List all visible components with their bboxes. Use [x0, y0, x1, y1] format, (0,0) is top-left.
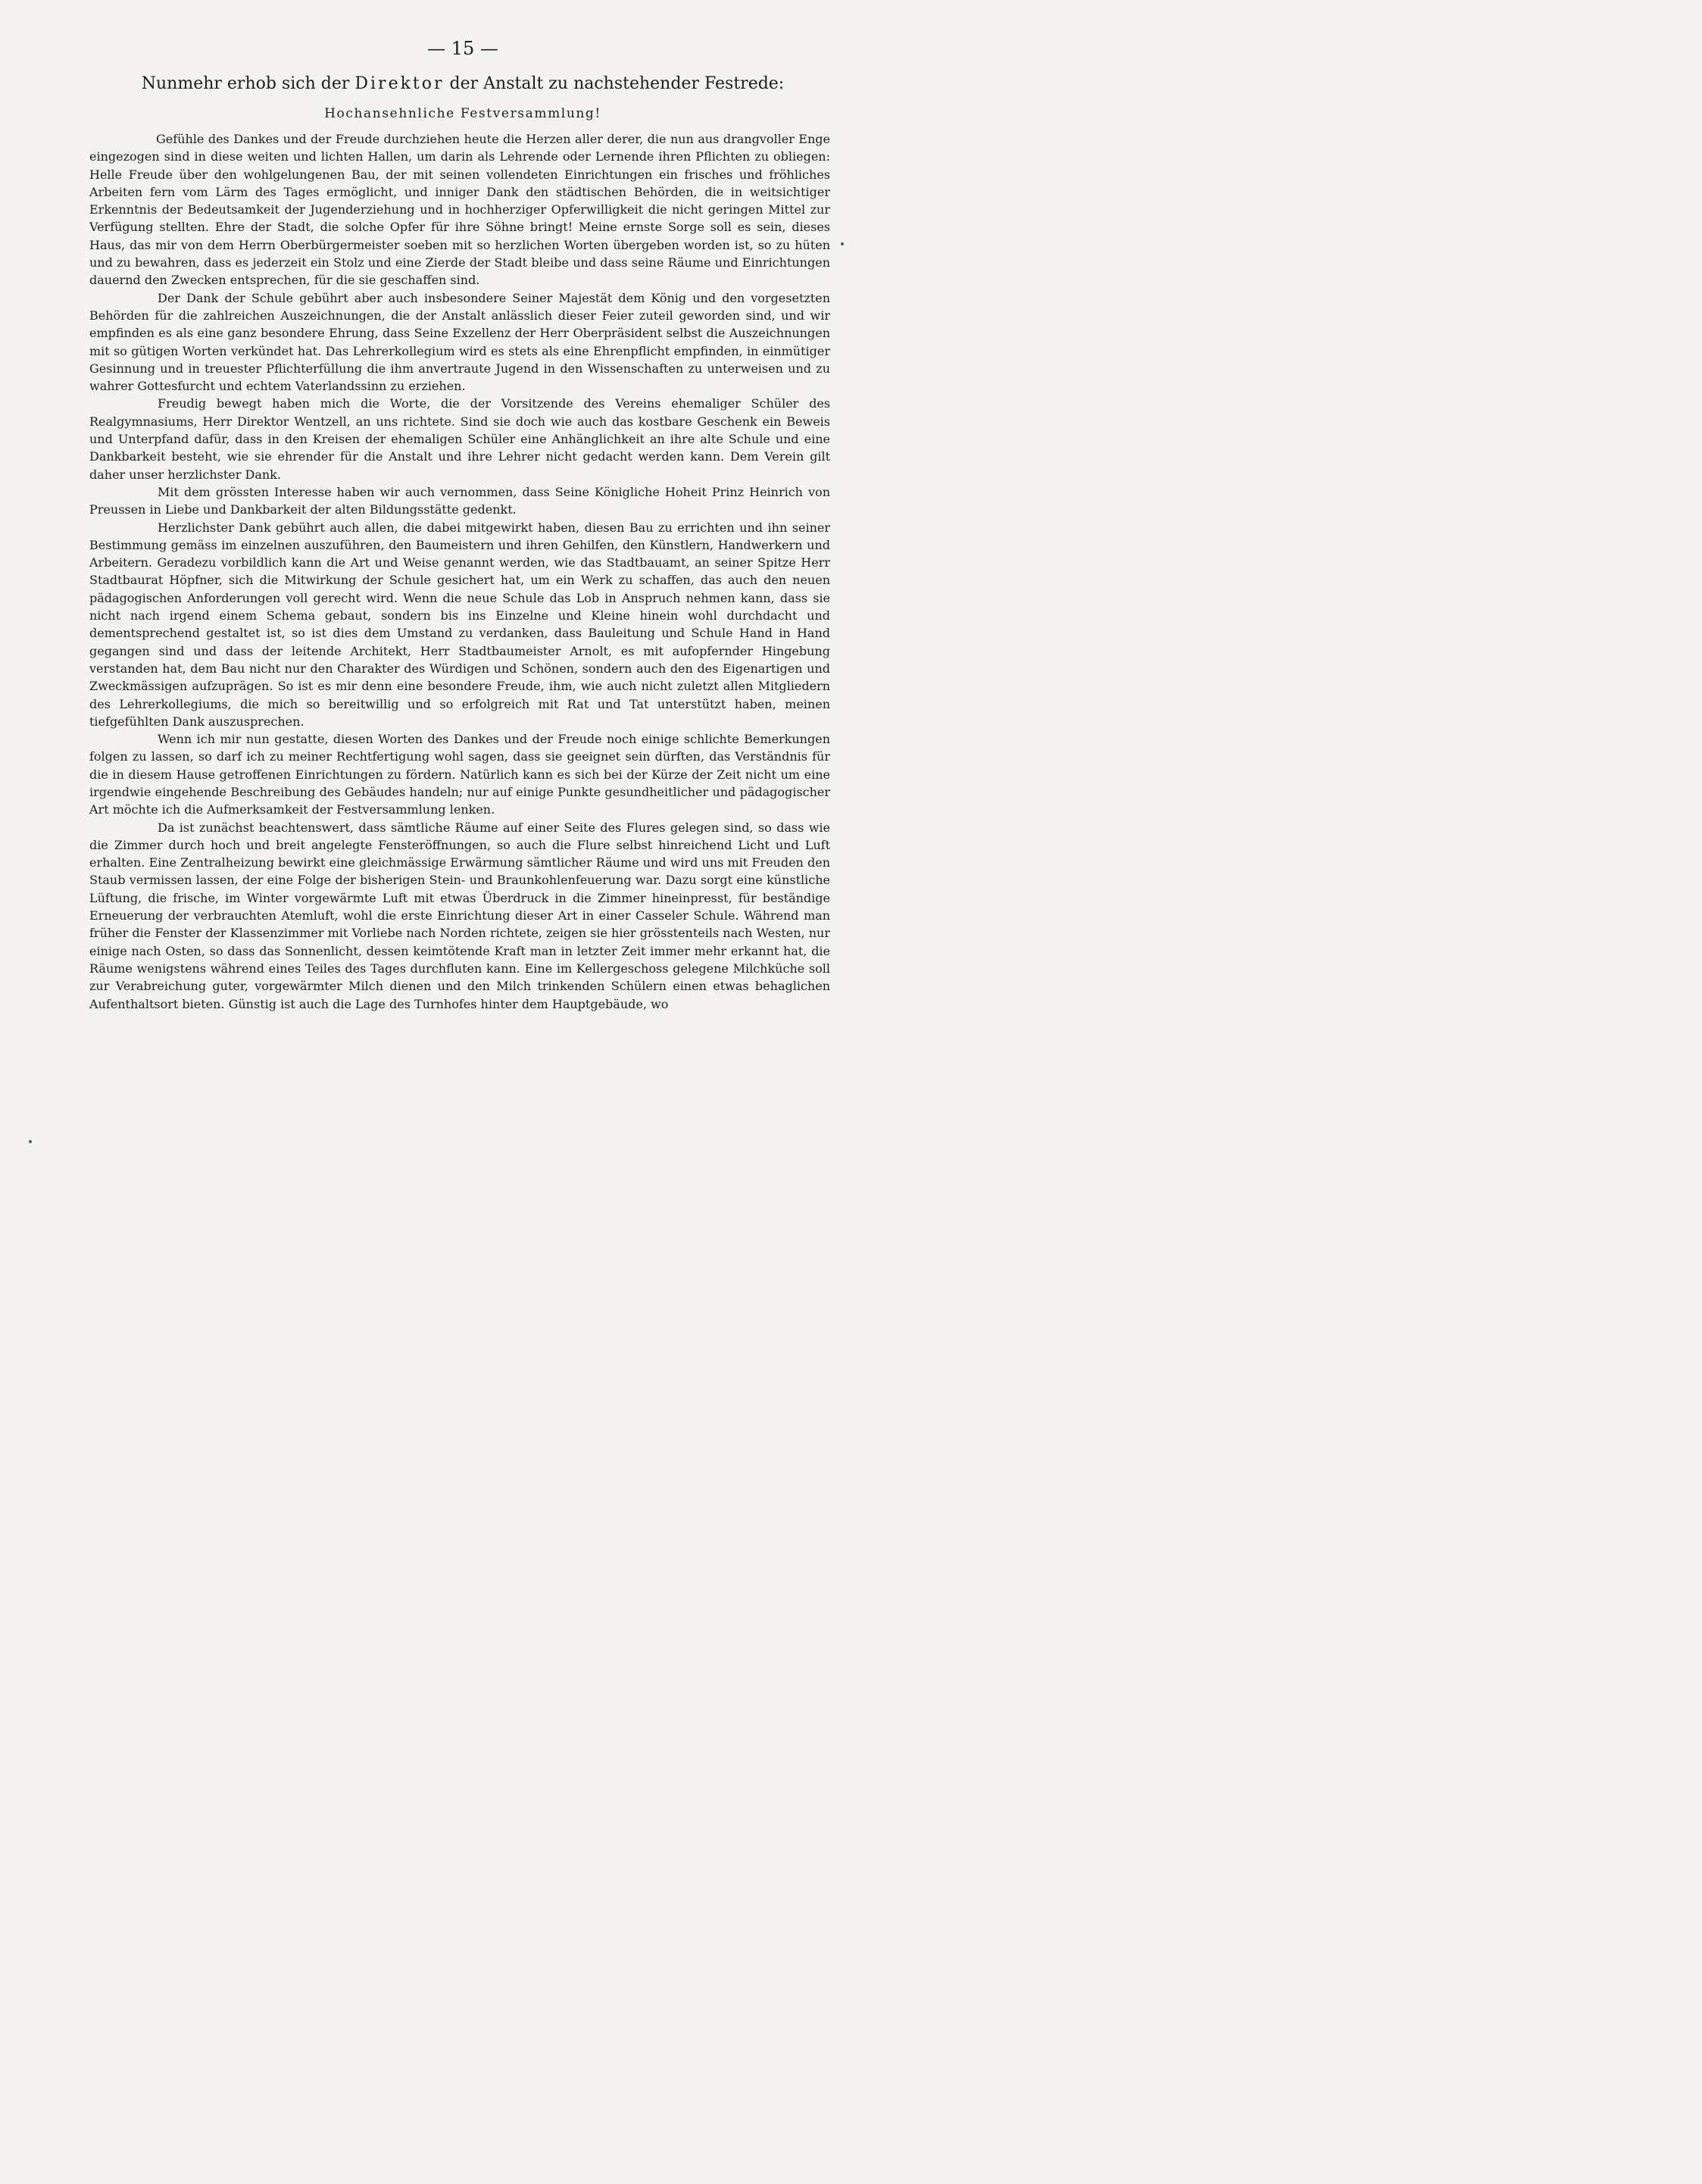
paragraph-7: Da ist zunächst beachtenswert, dass sämtliche Räume auf einer Seite des Flures gelegen sind, so dass wie die Zimmer durch hoch und breit angelegte Fensteröffnungen, so auch die Flure selbst hinreichend Licht und Luft erhalten. Eine Zentralheizung bewirkt eine gleichmässige Erwärmung sämtlicher Räume und wird uns mit Freuden den Staub vermissen lassen, der eine Folge der bisherigen Stein- und Braunkohlenfeuerung war. Dazu sorgt eine künstliche Lüftung, die frische, im Winter vorgewärmte Luft mit etwas Überdruck in die Zimmer hineinpresst, für beständige Erneuerung der verbrauchten Atemluft, wohl die erste Einrichtung dieser Art in einer Casseler Schule. Während man früher die Fenster der Klassenzimmer mit Vorliebe nach Norden richtete, zeigen sie hier grösstenteils nach Westen, nur einige nach Osten, so dass das Sonnenlicht, dessen keimtötende Kraft man in letzter Zeit immer mehr erkannt hat, die Räume wenigstens während eines Teiles des Tages durchfluten kann. Eine im Kellergeschoss gelegene Milchküche soll zur Verabreichung guter, vorgewärmter Milch dienen und den Milch trinkenden Schülern einen etwas behaglichen Aufenthaltsort bieten. Günstig ist auch die Lage des Turnhofes hinter dem Hauptgebäude, wo — [89, 820, 830, 1011]
paragraph-3: Freudig bewegt haben mich die Worte, die der Vorsitzende des Vereins ehemaliger Schüler des Realgymnasiums, Herr Direktor Wentzell, an uns richtete. Sind sie doch wie auch das kostbare Geschenk ein Beweis und Unterpfand dafür, dass in den Kreisen der ehemaligen Schüler eine Anhänglichkeit an ihre alte Schule und eine Dankbarkeit besteht, wie sie ehrender für die Anstalt und ihre Lehrer nicht gedacht werden kann. Dem Verein gilt daher unser herzlichster Dank. — [89, 396, 830, 482]
speech-body — [89, 130, 830, 1013]
paragraph-2: Der Dank der Schule gebührt aber auch insbesondere Seiner Majestät dem König und den vorgesetzten Behörden für die zahlreichen Auszeichnungen, die der Anstalt anlässlich dieser Feier zuteil geworden sind, und wir empfinden es als eine ganz besondere Ehrung, dass Seine Exzellenz der Herr Oberpräsident selbst die Auszeichnungen mit so gütigen Worten verkündet hat. Das Lehrerkollegium wird es stets als eine Ehrenpflicht empfinden, in einmütiger Gesinnung und in treuester Pflichterfüllung die ihm anvertraute Jugend in den Wissenschaften zu unterweisen und zu wahrer Gottesfurcht und echtem Vaterlandssinn zu erziehen. — [89, 290, 830, 394]
document-page — [0, 0, 926, 1188]
paragraph-5: Herzlichster Dank gebührt auch allen, die dabei mitgewirkt haben, diesen Bau zu errichten und ihn seiner Bestimmung gemäss im einzelnen auszuführen, den Baumeistern und ihren Gehilfen, den Künstlern, Handwerkern und Arbeitern. Geradezu vorbildlich kann die Art und Weise genannt werden, wie das Stadtbauamt, an seiner Spitze Herr Stadtbaurat Höpfner, sich die Mitwirkung der Schule gesichert hat, um ein Werk zu schaffen, das auch den neuen pädagogischen Anforderungen voll gerecht wird. Wenn die neue Schule das Lob in Anspruch nehmen kann, dass sie nicht nach irgend einem Schema gebaut, sondern bis ins Einzelne und Kleine hinein wohl durchdacht und dementsprechend gestaltet ist, so ist dies dem Umstand zu verdanken, dass Bauleitung und Schule Hand in Hand gegangen sind und dass der leitende Architekt, Herr Stadtbaumeister Arnolt, es mit aufopfernder Hingebung verstanden hat, dem Bau nicht nur den Charakter des Würdigen und Schönen, sondern auch den des Eigenartigen und Zweckmässigen aufzuprägen. So ist es mir denn eine besondere Freude, ihm, wie auch nicht zuletzt allen Mitgliedern des Lehrerkollegiums, die mich so bereitwillig und so erfolgreich mit Rat und Tat unterstützt haben, meinen tiefgefühlten Dank auszusprechen. — [89, 520, 830, 729]
paragraph-6: Wenn ich mir nun gestatte, diesen Worten des Dankes und der Freude noch einige schlichte Bemerkungen folgen zu lassen, so darf ich zu meiner Rechtfertigung wohl sagen, dass sie geeignet sein dürften, das Verständnis für die in diesem Hause getroffenen Einrichtungen zu fördern. Natürlich kann es sich bei der Kürze der Zeit nicht um eine irgendwie eingehende Beschreibung des Gebäudes handeln; nur auf einige Punkte gesundheitlicher und pädagogischer Art möchte ich die Aufmerksamkeit der Festversammlung lenken. — [89, 732, 830, 817]
heading-spaced-word: Direktor — [354, 74, 445, 93]
paragraph-4: Mit dem grössten Interesse haben wir auch vernommen, dass Seine Königliche Hoheit Prinz Heinrich von Preussen in Liebe und Dankbarkeit der alten Bildungsstätte gedenkt. — [89, 484, 830, 517]
salutation: Hochansehnliche Festversammlung! — [324, 106, 601, 121]
margin-speck — [29, 1140, 32, 1143]
heading-pre: Nunmehr erhob sich der — [141, 74, 355, 93]
heading-post: der Anstalt zu nachstehender Festrede: — [444, 74, 785, 93]
paragraph-1: Gefühle des Dankes und der Freude durchziehen heute die Herzen aller derer, die nun aus drangvoller Enge eingezogen sind in diese weiten und lichten Hallen, um darin als Lehrende oder Lernende ihren Pflichten zu obliegen: Helle Freude über den wohlgelungenen Bau, der mit seinen vollendeten Einrichtungen ein frisches und fröhliches Arbeiten fern vom Lärm des Tages ermöglicht, und inniger Dank den städtischen Behörden, die in weitsichtiger Erkenntnis der Bedeutsamkeit der Jugenderziehung und in hochherziger Opferwilligkeit die nicht geringen Mittel zur Verfügung stellten. Ehre der Stadt, die solche Opfer für ihre Söhne bringt! Meine ernste Sorge soll es sein, dieses Haus, das mir von dem Herrn Oberbürgermeister soeben mit so herzlichen Worten übergeben worden ist, so zu hüten und zu bewahren, dass es jederzeit ein Stolz und eine Zierde der Stadt bleibe und dass seine Räume und Einrichtungen dauernd den Zwecken entsprechen, für die sie geschaffen sind. — [89, 132, 830, 288]
speech-heading — [0, 74, 926, 93]
page-number: — 15 — — [427, 38, 498, 59]
margin-speck — [841, 242, 844, 245]
